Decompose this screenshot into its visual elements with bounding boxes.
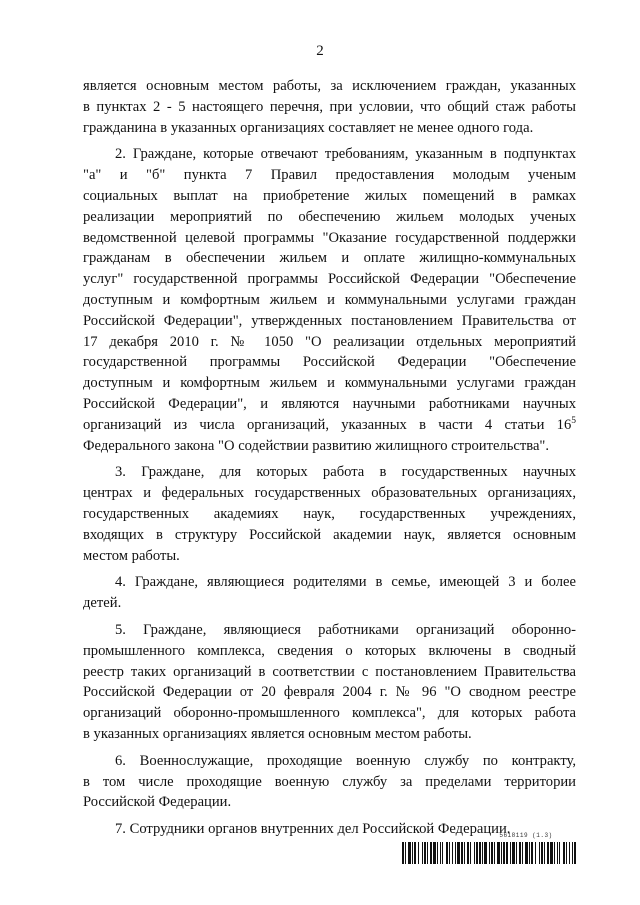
barcode-bar	[414, 842, 416, 864]
text-line: организаций оборонно-промышленного комплекса", для которых работа	[83, 705, 576, 722]
text-line: гражданам в обеспечении жильем и оплате жилищно-коммунальных	[83, 250, 576, 267]
barcode-bar	[479, 842, 481, 864]
superscript: 5	[571, 415, 576, 426]
barcode-bar	[501, 842, 502, 864]
barcode-bar	[512, 842, 515, 864]
text-line: "а" и "б" пункта 7 Правил предоставления молодым ученым	[83, 167, 576, 184]
text-line: доступным и комфортным жильем и коммунальными услугами граждан	[83, 291, 576, 308]
text-line: государственных академиях наук, государственных учреждениях,	[83, 505, 576, 522]
text-line: Российской Федерации", и являются научными работниками научных	[83, 395, 576, 412]
barcode-bar	[440, 842, 441, 864]
text-line: центрах и федеральных государственных образовательных организациях,	[83, 485, 576, 502]
text-line: является основным местом работы, за исключением граждан, указанных	[83, 78, 576, 94]
text-line-with-superscript	[83, 415, 576, 436]
barcode-bar	[424, 842, 426, 864]
text-line: в том числе проходящие военную службу за пределами территории	[83, 773, 576, 790]
text-line: гражданина в указанных организациях составляет не менее одного года.	[83, 119, 534, 136]
paragraph-continuation	[83, 76, 576, 138]
barcode-bar	[422, 842, 423, 864]
barcode-bar	[449, 842, 450, 864]
barcode-bar	[446, 842, 448, 864]
barcode-bar	[494, 842, 495, 864]
barcode-bar	[557, 842, 558, 864]
text-line: 2. Граждане, которые отвечают требованиям, указанным в подпунктах	[115, 146, 576, 163]
paragraph-item-3	[83, 462, 576, 566]
barcode-bar	[572, 842, 573, 864]
text-line: Российской Федерации.	[83, 794, 232, 811]
text-line: доступным и комфортным жильем и коммунальными услугами граждан	[83, 375, 576, 392]
text-line: 6. Военнослужащие, проходящие военную службу по контракту,	[115, 752, 576, 769]
barcode-bar	[554, 842, 555, 864]
barcode-bar	[569, 842, 570, 864]
barcode-bar	[563, 842, 565, 864]
text-line: 7. Сотрудники органов внутренних дел Российской Федерации.	[115, 821, 511, 838]
text-line: Российской Федерации от 20 февраля 2004 г. № 96 "О сводном реестре	[83, 684, 576, 701]
barcode-bar	[457, 842, 460, 864]
barcode-bar	[516, 842, 517, 864]
paragraph-item-5	[83, 620, 576, 745]
barcode-bar	[442, 842, 443, 864]
text-line: социальных выплат на приобретение жилых помещений в рамках	[83, 187, 576, 204]
barcode-bar	[519, 842, 521, 864]
barcode-bar	[539, 842, 540, 864]
barcode-bar	[452, 842, 453, 864]
paragraph-item-6	[83, 751, 576, 813]
barcode-bar	[461, 842, 463, 864]
text-line: 17 декабря 2010 г. № 1050 "О реализации отдельных мероприятий	[83, 333, 576, 350]
text-line: 4. Граждане, являющиеся родителями в семье, имеющей 3 и более	[115, 574, 576, 591]
barcode-bar	[412, 842, 413, 864]
barcode-bar	[405, 842, 406, 864]
barcode-bar	[402, 842, 404, 864]
barcode-bar	[497, 842, 500, 864]
text-line: государственной программы Российской Федерации "Обеспечение	[83, 354, 576, 371]
barcode-bar	[559, 842, 560, 864]
barcode-bar	[476, 842, 478, 864]
barcode-bar	[529, 842, 530, 864]
text-line: в пунктах 2 - 5 настоящего перечня, при условии, что общий стаж работы	[83, 98, 576, 115]
barcode-bar	[544, 842, 545, 864]
barcode-bar	[522, 842, 523, 864]
text-line: реализации мероприятий по обеспечению жильем молодых ученых	[83, 208, 576, 225]
text-line: услуг" государственной программы Российской Федерации "Обеспечение	[83, 271, 576, 288]
document-code: 5618119 (1.3)	[499, 832, 553, 839]
barcode-icon	[402, 842, 576, 864]
barcode-bar	[491, 842, 493, 864]
barcode-bar	[418, 842, 419, 864]
text-fragment: организаций из числа организаций, указанных в части 4 статьи 16	[83, 416, 572, 433]
barcode-bar	[474, 842, 475, 864]
barcode-bar	[467, 842, 469, 864]
barcode-bar	[489, 842, 490, 864]
text-line: в указанных организациях является основным местом работы.	[83, 725, 472, 742]
text-line: Российской Федерации", утвержденных постановлением Правительства от	[83, 312, 576, 329]
text-line: ведомственной целевой программы "Оказание государственной поддержки	[83, 229, 576, 246]
barcode-bar	[535, 842, 536, 864]
barcode-bar	[531, 842, 533, 864]
barcode-bar	[433, 842, 436, 864]
barcode-bar	[566, 842, 567, 864]
barcode-bar	[482, 842, 483, 864]
barcode-bar	[574, 842, 576, 864]
text-line: Федерального закона "О содействии развитию жилищного строительства".	[83, 437, 550, 454]
barcode-bar	[408, 842, 411, 864]
text-line: 5. Граждане, являющиеся работниками организаций оборонно-	[115, 621, 576, 638]
document-body	[83, 76, 576, 846]
barcode-bar	[470, 842, 471, 864]
text-line: местом работы.	[83, 547, 180, 564]
page-number: 2	[316, 43, 324, 59]
barcode-bar	[484, 842, 487, 864]
barcode-bar	[525, 842, 528, 864]
barcode-bar	[430, 842, 432, 864]
barcode-bar	[510, 842, 511, 864]
text-line: промышленного комплекса, сведения о которых включены в сводный	[83, 642, 576, 659]
barcode-bar	[464, 842, 465, 864]
barcode-bar	[455, 842, 456, 864]
barcode-bar	[506, 842, 508, 864]
text-line: реестр таких организаций в соответствии с постановлением Правительства	[83, 663, 576, 680]
barcode-bar	[437, 842, 438, 864]
text-line: детей.	[83, 595, 122, 612]
paragraph-item-2	[83, 144, 576, 456]
barcode-bar	[503, 842, 505, 864]
barcode-bar	[547, 842, 549, 864]
barcode-bar	[427, 842, 428, 864]
barcode-bar	[541, 842, 543, 864]
text-line: 3. Граждане, для которых работа в государственных научных	[115, 464, 576, 481]
barcode-bar	[550, 842, 553, 864]
paragraph-item-4	[83, 572, 576, 614]
text-line: входящих в структуру Российской академии наук, является основным	[83, 526, 576, 543]
